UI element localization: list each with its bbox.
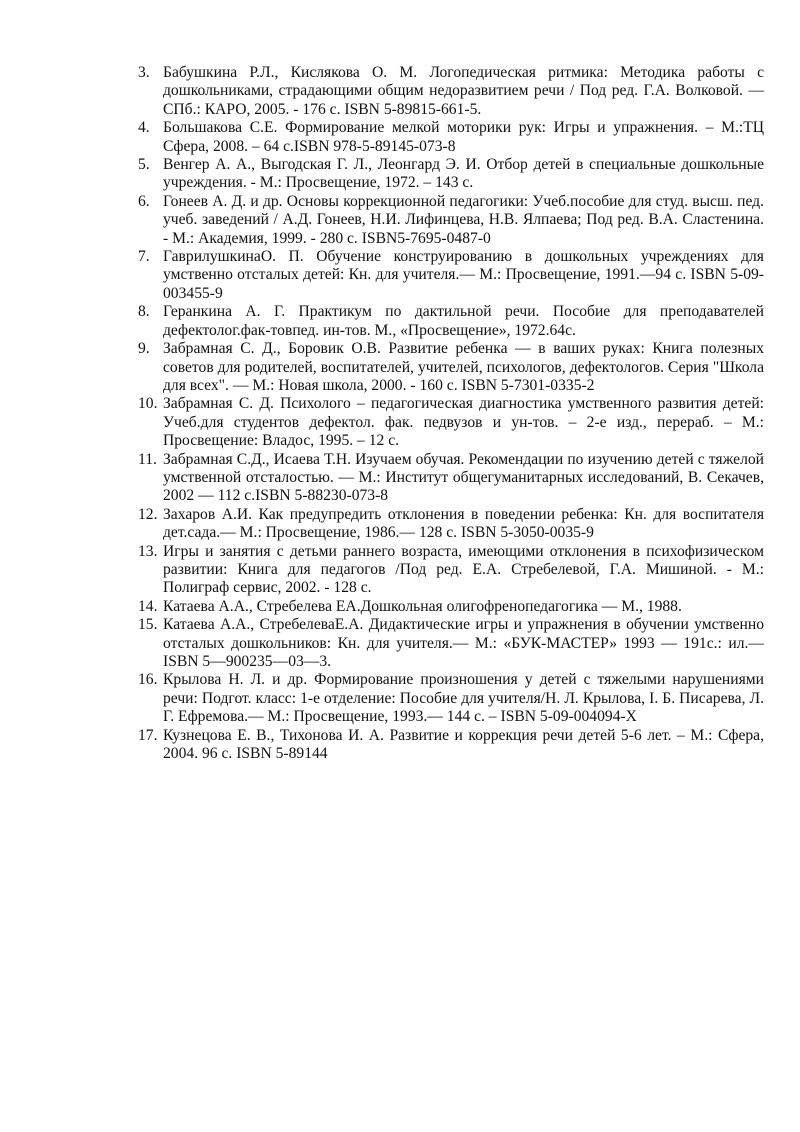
reference-number: 7. (138, 248, 150, 266)
reference-item (138, 395, 764, 450)
reference-item (138, 598, 764, 616)
reference-number: 13. (138, 542, 158, 560)
reference-number: 3. (138, 64, 150, 81)
reference-text: Венгер А. А., Выгодская Г. Л., Леонгард Э. И. Отбор детей в специальные дошкольные учреждения. - М.: Просвещение, 1972. – 143 с. (163, 156, 764, 192)
reference-number: 14. (138, 597, 158, 615)
reference-text: ГаврилушкинаО. П. Обучение конструированию в дошкольных учреждениях для умственно отсталых детей: Кн. для учителя.— М.: Просвещение, 1991.—94 с. ISBN 5-09-003455-9 (163, 248, 764, 302)
reference-item (138, 671, 764, 726)
reference-text: Катаева А.А., Стребелева ЕА.Дошкольная олигофренопедагогика — М., 1988. (163, 597, 682, 615)
reference-number: 12. (138, 505, 158, 523)
reference-number: 16. (138, 671, 158, 689)
reference-number: 8. (138, 303, 150, 321)
reference-item (138, 303, 764, 340)
reference-text: Игры и занятия с детьми раннего возраста, имеющими отклонения в психофизическом развитии: Книга для педагогов /Под ред. Е.А. Стребелевой, Г.А. Мишиной. - М.: Полиграф сервис, 2002. - 128 с. (163, 542, 764, 597)
reference-number: 5. (138, 156, 150, 174)
reference-text: Бабушкина Р.Л., Кислякова О. М. Логопедическая ритмика: Методика работы с дошкольниками, страдающими общим недоразвитием речи / Под ред. Г.А. Волковой. —СПб.: КАРО, 2005. - 176 с. ISBN 5-89815-661-5. (163, 64, 764, 118)
reference-number: 15. (138, 616, 158, 634)
reference-item (138, 616, 764, 671)
reference-item (138, 193, 764, 248)
reference-item (138, 451, 764, 506)
reference-text: Геранкина А. Г. Практикум по дактильной речи. Пособие для преподавателей дефектолог.фак-товпед. ин-тов. М., «Просвещение», 1972.64с. (163, 303, 764, 339)
reference-number: 9. (138, 340, 150, 358)
reference-item (138, 64, 764, 119)
reference-item (138, 543, 764, 598)
reference-number: 11. (138, 450, 157, 468)
reference-number: 4. (138, 119, 150, 137)
reference-text: Гонеев А. Д. и др. Основы коррекционной педагогики: Учеб.пособие для студ. высш. пед. учеб. заведений / А.Д. Гонеев, Н.И. Лифинцева, Н.В. Ялпаева; Под ред. В.А. Сластенина. - М.: Академия, 1999. - 280 с. ISBN5-7695-0487-0 (163, 192, 764, 247)
reference-text: Крылова Н. Л. и др. Формирование произношения у детей с тяжелыми нарушениями речи: Подгот. класс: 1-е отделение: Пособие для учителя/Н. Л. Крылова, І. Б. Писарева, Л. Г. Ефремова.— М.: Просвещение, 1993.— 144 с. – ISBN 5-09-004094-Х (163, 671, 764, 726)
reference-text: Забрамная С. Д. Психолого – педагогическая диагностика умственного развития детей: Учеб.для студентов дефектол. фак. педвузов и ун-тов. – 2-е изд., перераб. – М.: Просвещение: Владос, 1995. – 12 с. (163, 395, 764, 450)
reference-item (138, 248, 764, 303)
reference-text: Захаров А.И. Как предупредить отклонения в поведении ребенка: Кн. для воспитателя дет.сада.— М.: Просвещение, 1986.— 128 с. ISBN 5-3050-0035-9 (163, 505, 764, 542)
reference-item (138, 727, 764, 764)
reference-list (138, 64, 764, 763)
reference-number: 10. (138, 395, 158, 413)
reference-text: Кузнецова Е. В., Тихонова И. А. Развитие и коррекция речи детей 5-6 лет. – М.: Сфера, 2004. 96 с. ISBN 5-89144 (163, 726, 764, 763)
reference-item (138, 340, 764, 395)
reference-text: Большакова С.Е. Формирование мелкой моторики рук: Игры и упражнения. – М.:ТЦ Сфера, 2008. – 64 с.ISBN 978-5-89145-073-8 (163, 119, 764, 155)
reference-text: Забрамная С.Д., Исаева Т.Н. Изучаем обучая. Рекомендации по изучению детей с тяжелой умственной отсталостью. — М.: Институт общегуманитарных исследований, В. Секачев, 2002 — 112 с.ISBN 5-88230-073-8 (163, 450, 764, 505)
reference-item (138, 119, 764, 156)
reference-number: 17. (138, 726, 158, 744)
reference-number: 6. (138, 192, 150, 210)
reference-item (138, 156, 764, 193)
reference-text: Катаева А.А., СтребелеваЕ.А. Дидактические игры и упражнения в обучении умственно отсталых дошкольников: Кн. для учителя.— М.: «БУК-МАСТЕР» 1993 — 191с.: ил.— ISBN 5—900235—03—3. (163, 616, 764, 670)
reference-item (138, 506, 764, 543)
reference-text: Забрамная С. Д., Боровик О.В. Развитие ребенка — в ваших руках: Книга полезных советов для родителей, воспитателей, учителей, психологов, дефектологов. Серия "Школа для всех". — М.: Новая школа, 2000. - 160 с. ISBN 5-7301-0335-2 (163, 340, 764, 394)
